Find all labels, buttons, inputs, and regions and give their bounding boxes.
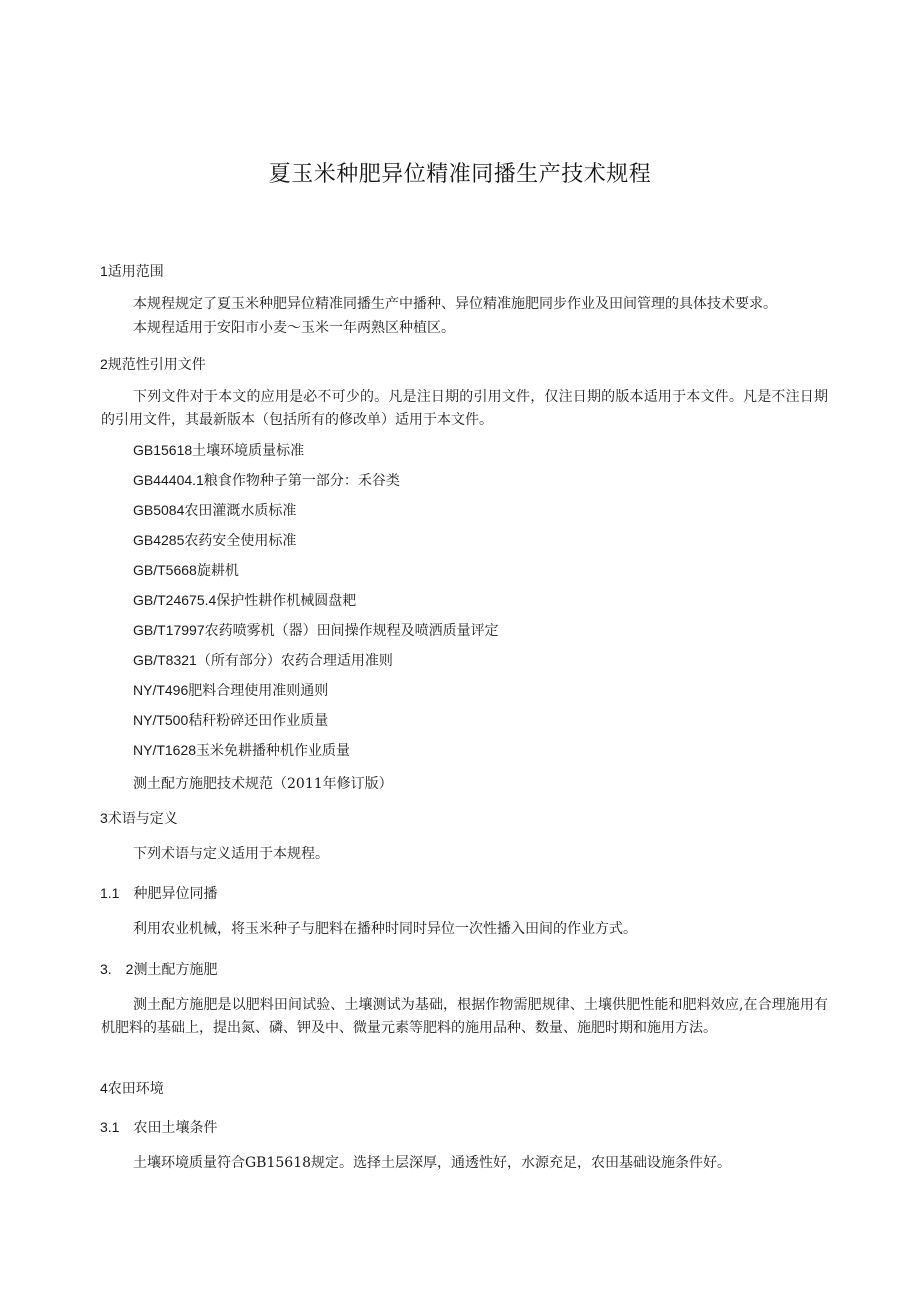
reference-item xyxy=(133,503,296,518)
reference-item xyxy=(133,683,328,698)
section-4-heading: 4农田环境 xyxy=(100,1080,164,1096)
section-1-heading: 1适用范围 xyxy=(100,263,164,279)
term-1-text: 利用农业机械，将玉米种子与肥料在播种时同时异位一次性播入田间的作业方式。 xyxy=(133,921,637,937)
reference-name: 农田灌溉水质标准 xyxy=(184,503,297,519)
reference-item xyxy=(133,653,393,668)
section-3-intro: 下列术语与定义适用于本规程。 xyxy=(133,846,329,862)
reference-code: GB/T8321 xyxy=(133,652,197,668)
reference-item xyxy=(133,473,400,488)
section-1-paragraph-1: 本规程规定了夏玉米种肥异位精准同播生产中播种、异位精准施肥同步作业及田间管理的具体技术要求。 xyxy=(133,296,777,312)
reference-item xyxy=(133,533,296,548)
reference-name: 农药安全使用标准 xyxy=(184,533,297,549)
section-2-intro: 下列文件对于本文的应用是必不可少的。凡是注日期的引用文件，仅注日期的版本适用于本文件。凡是不注日期的引用文件，其最新版本（包括所有的修改单）适用于本文件。 xyxy=(101,389,828,428)
reference-item-last: 测土配方施肥技术规范（2011年修订版） xyxy=(133,776,393,792)
reference-name: 玉米免耕播种机作业质量 xyxy=(196,743,351,759)
reference-name: 粮食作物种子第一部分：禾谷类 xyxy=(203,473,400,489)
reference-item xyxy=(133,713,328,728)
reference-name: 农药喷雾机（器）田间操作规程及喷洒质量评定 xyxy=(204,623,499,639)
reference-item xyxy=(133,563,239,578)
reference-code: GB4285 xyxy=(133,532,185,548)
reference-code: NY/T496 xyxy=(133,682,189,698)
term-2-heading: 3. 2测土配方施肥 xyxy=(100,961,218,977)
section-1-paragraph-2: 本规程适用于安阳市小麦～玉米一年两熟区种植区。 xyxy=(133,320,455,336)
reference-item xyxy=(133,743,350,758)
reference-code: NY/T1628 xyxy=(133,742,197,758)
section-2-heading: 2规范性引用文件 xyxy=(100,356,206,372)
reference-code: GB5084 xyxy=(133,502,185,518)
reference-name: 旋耕机 xyxy=(196,563,239,579)
reference-code: NY/T500 xyxy=(133,712,189,728)
document-title: 夏玉米种肥异位精准同播生产技术规程 xyxy=(268,162,652,187)
reference-code: GB15618 xyxy=(133,442,193,458)
reference-item xyxy=(133,443,304,458)
reference-name: 肥料合理使用准则通则 xyxy=(188,683,329,699)
section-4-sub-text: 土壤环境质量符合GB15618规定。选择土层深厚，通透性好，水源充足，农田基础设施条件好。 xyxy=(133,1155,732,1171)
section-4-sub-heading: 3.1 农田土壤条件 xyxy=(100,1119,218,1135)
reference-name: 土壤环境质量标准 xyxy=(192,443,305,459)
reference-item xyxy=(133,593,356,608)
reference-name: 秸秆粉碎还田作业质量 xyxy=(188,713,329,729)
reference-code: GB44404.1 xyxy=(133,472,204,488)
term-1-heading: 1.1 种肥异位同播 xyxy=(100,885,218,901)
reference-code: GB/T5668 xyxy=(133,562,197,578)
reference-name: （所有部分）农药合理适用准则 xyxy=(196,653,393,669)
section-3-heading: 3术语与定义 xyxy=(100,810,178,826)
reference-item xyxy=(133,623,499,638)
reference-name: 保护性耕作机械圆盘耙 xyxy=(216,593,357,609)
term-2-text: 测土配方施肥是以肥料田间试验、土壤测试为基础，根据作物需肥规律、土壤供肥性能和肥料效应,在合理施用有机肥料的基础上，提出氮、磷、钾及中、微量元素等肥料的施用品种、数量、施肥时期和施用方法。 xyxy=(101,997,828,1036)
reference-code: GB/T24675.4 xyxy=(133,592,217,608)
reference-code: GB/T17997 xyxy=(133,622,205,638)
